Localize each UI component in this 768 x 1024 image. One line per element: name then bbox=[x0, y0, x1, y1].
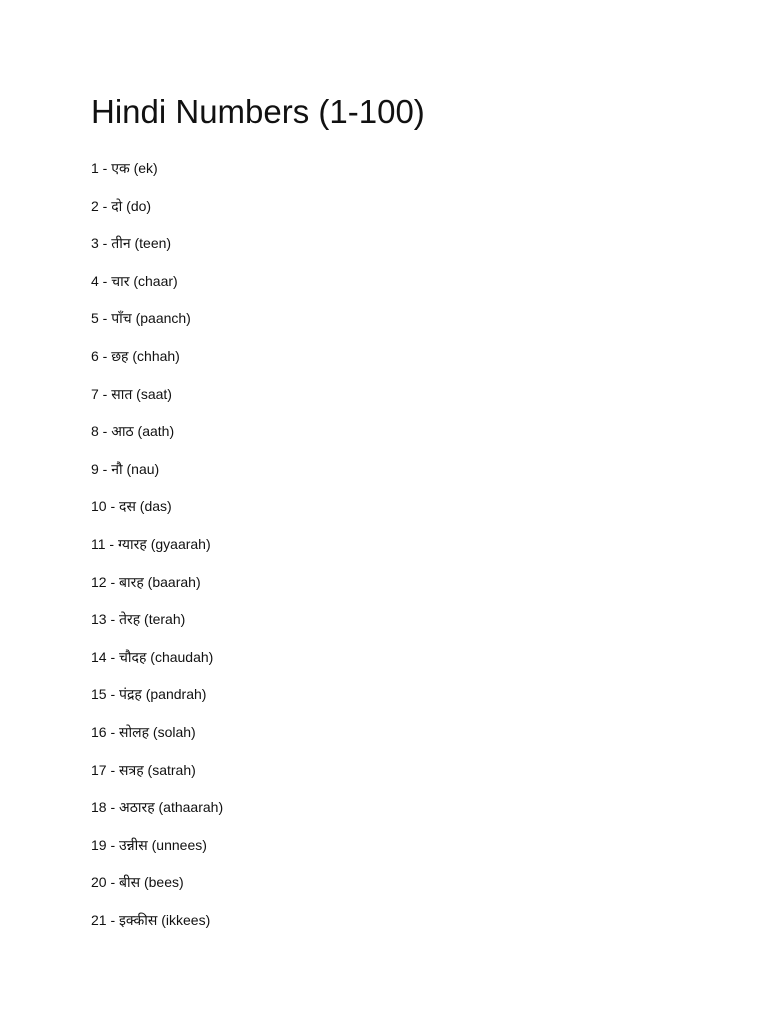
page-title: Hindi Numbers (1-100) bbox=[91, 93, 425, 130]
list-item: 12 - बारह (baarah) bbox=[91, 573, 201, 590]
list-item: 4 - चार (chaar) bbox=[91, 272, 178, 289]
list-item: 6 - छह (chhah) bbox=[91, 347, 180, 364]
list-item: 19 - उन्नीस (unnees) bbox=[91, 836, 207, 853]
list-item: 15 - पंद्रह (pandrah) bbox=[91, 686, 207, 703]
list-item: 20 - बीस (bees) bbox=[91, 874, 184, 891]
list-item: 1 - एक (ek) bbox=[91, 160, 158, 176]
list-item: 8 - आठ (aath) bbox=[91, 423, 175, 440]
list-item: 16 - सोलह (solah) bbox=[91, 723, 196, 740]
list-item: 9 - नौ (nau) bbox=[91, 460, 160, 477]
list-item: 17 - सत्रह (satrah) bbox=[91, 761, 196, 778]
list-item: 5 - पाँच (paanch) bbox=[91, 310, 191, 327]
list-item: 13 - तेरह (terah) bbox=[91, 611, 186, 628]
number-list bbox=[91, 156, 223, 945]
list-item: 21 - इक्कीस (ikkees) bbox=[91, 911, 211, 928]
list-item: 14 - चौदह (chaudah) bbox=[91, 648, 214, 665]
list-item: 7 - सात (saat) bbox=[91, 385, 172, 402]
list-item: 18 - अठारह (athaarah) bbox=[91, 799, 224, 816]
list-item: 11 - ग्यारह (gyaarah) bbox=[91, 535, 211, 552]
list-item: 3 - तीन (teen) bbox=[91, 235, 172, 252]
list-item: 10 - दस (das) bbox=[91, 498, 172, 515]
list-item: 2 - दो (do) bbox=[91, 197, 152, 214]
